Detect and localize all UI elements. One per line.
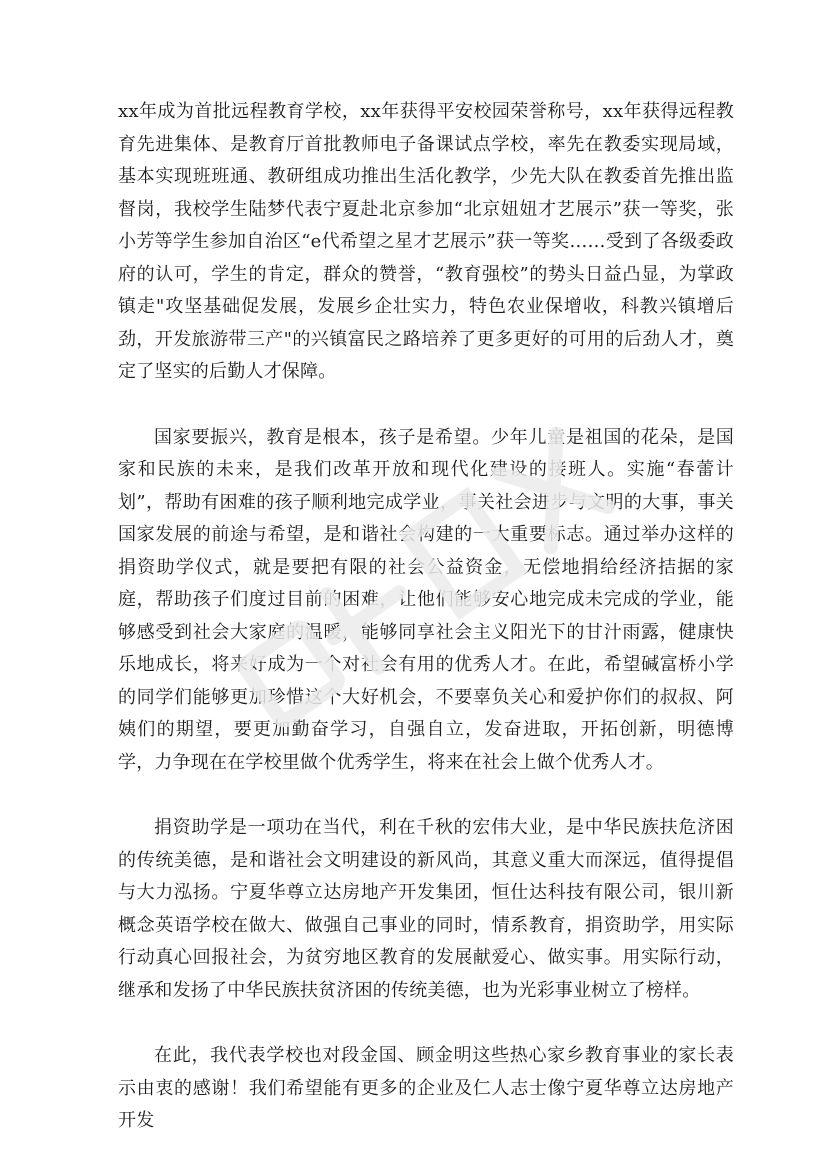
paragraph-4: 在此，我代表学校也对段金国、顾金明这些热心家乡教育事业的家长表示由衷的感谢！我们希望能有更多的企业及仁人志士像宁夏华尊立达房地产开发 [118,1045,734,1131]
paragraph-1: xx年成为首批远程教育学校，xx年获得平安校园荣誉称号，xx年获得远程教育先进集体、是教育厅首批教师电子备课试点学校，率先在教委实现局域，基本实现班班通、教研组成功推出生活化教学，少先大队在教委首先推出监督岗，我校学生陆梦代表宁夏赴北京参加“北京妞妞才艺展示”获一等奖，张小芳等学生参加自治区“e代希望之星才艺展示”获一等奖……受到了各级委政府的认可，学生的肯定，群众的赞誉，“教育强校”的势头日益凸显，为掌政镇走"攻坚基础促发展，发展乡企壮实力，特色农业保增收，科教兴镇增后劲，开发旅游带三产"的兴镇富民之路培养了更多更好的可用的后劲人才，奠定了坚实的后勤人才保障。 [118,101,734,382]
paragraph-2: 国家要振兴，教育是根本，孩子是希望。少年儿童是祖国的花朵，是国家和民族的未来，是我们改革开放和现代化建设的接班人。实施“春蕾计划”，帮助有困难的孩子顺利地完成学业，事关社会进步与文明的大事，事关国家发展的前途与希望，是和谐社会构建的一大重要标志。通过举办这样的捐资助学仪式，就是要把有限的社会公益资金，无偿地捐给经济拮据的家庭，帮助孩子们度过目前的困难，让他们能够安心地完成未完成的学业，能够感受到社会大家庭的温暖，能够同享社会主义阳光下的甘汁雨露，健康快乐地成长，将来好成为一个对社会有用的优秀人才。在此，希望碱富桥小学的同学们能够更加珍惜这个大好机会，不要辜负关心和爱护你们的叔叔、阿姨们的期望，要更加勤奋学习，自强自立，发奋进取，开拓创新，明德博学，力争现在在学校里做个优秀学生，将来在社会上做个优秀人才。 [118,426,734,773]
paragraph-3: 捐资助学是一项功在当代，利在千秋的宏伟大业，是中华民族扶危济困的传统美德，是和谐社会文明建设的新风尚，其意义重大而深远，值得提倡与大力泓扬。宁夏华尊立达房地产开发集团，恒仕达科技有限公司，银川新概念英语学校在做大、做强自己事业的同时，情系教育，捐资助学，用实际行动真心回报社会，为贫穷地区教育的发展献爱心、做实事。用实际行动，继承和发扬了中华民族扶贫济困的传统美德，也为光彩事业树立了榜样。 [118,817,734,1001]
